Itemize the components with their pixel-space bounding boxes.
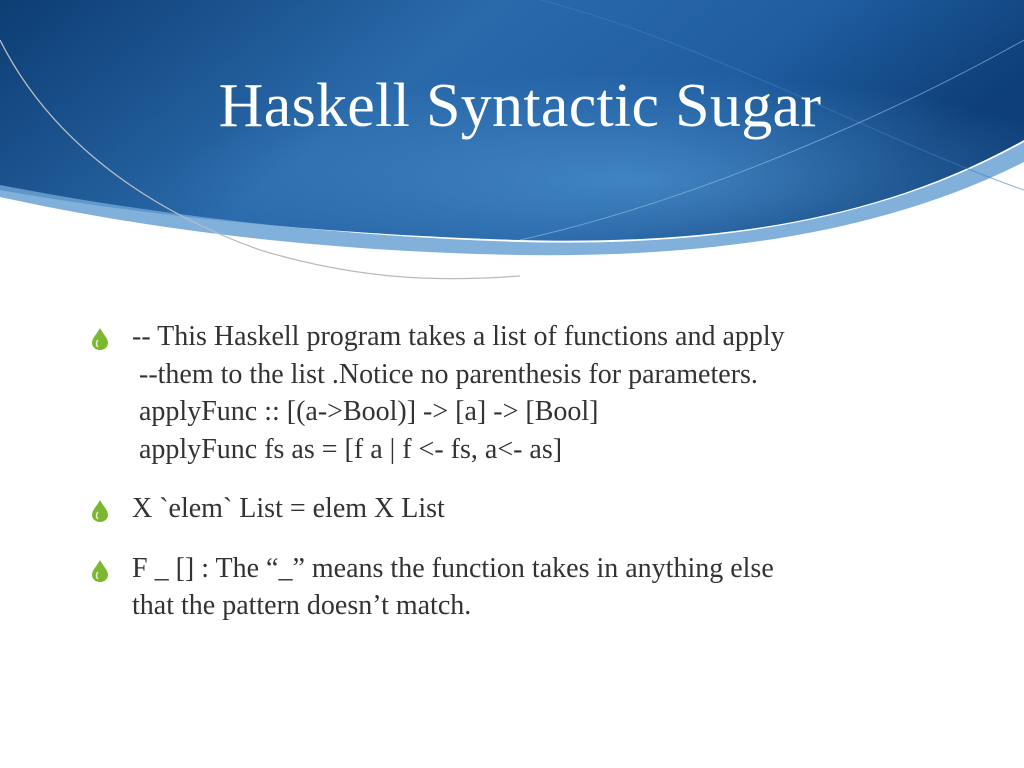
bullet-text-line: F _ [] : The “_” means the function takes in anything else bbox=[132, 552, 774, 584]
bullet-wildcard bbox=[90, 550, 950, 625]
bullet-text-line: -- This Haskell program takes a list of functions and apply bbox=[132, 321, 785, 352]
header-banner bbox=[0, 0, 1024, 300]
bullet-applyfunc bbox=[90, 318, 950, 468]
bullet-text-line: --them to the list .Notice no parenthesis for parameters. bbox=[132, 358, 758, 390]
bullet-code-line: applyFunc fs as = [f a | f <- fs, a<- as] bbox=[132, 433, 563, 465]
slide-body bbox=[90, 318, 950, 647]
leaf-drop-icon bbox=[92, 500, 108, 522]
bullet-text-line: that the pattern doesn’t match. bbox=[132, 590, 472, 621]
bullet-elem bbox=[90, 490, 950, 528]
leaf-drop-icon bbox=[92, 560, 108, 582]
slide-title: Haskell Syntactic Sugar bbox=[218, 72, 822, 140]
bullet-code-line: applyFunc :: [(a->Bool)] -> [a] -> [Bool] bbox=[132, 396, 599, 427]
leaf-drop-icon bbox=[92, 328, 108, 350]
bullet-text-line: X `elem` List = elem X List bbox=[132, 493, 445, 524]
